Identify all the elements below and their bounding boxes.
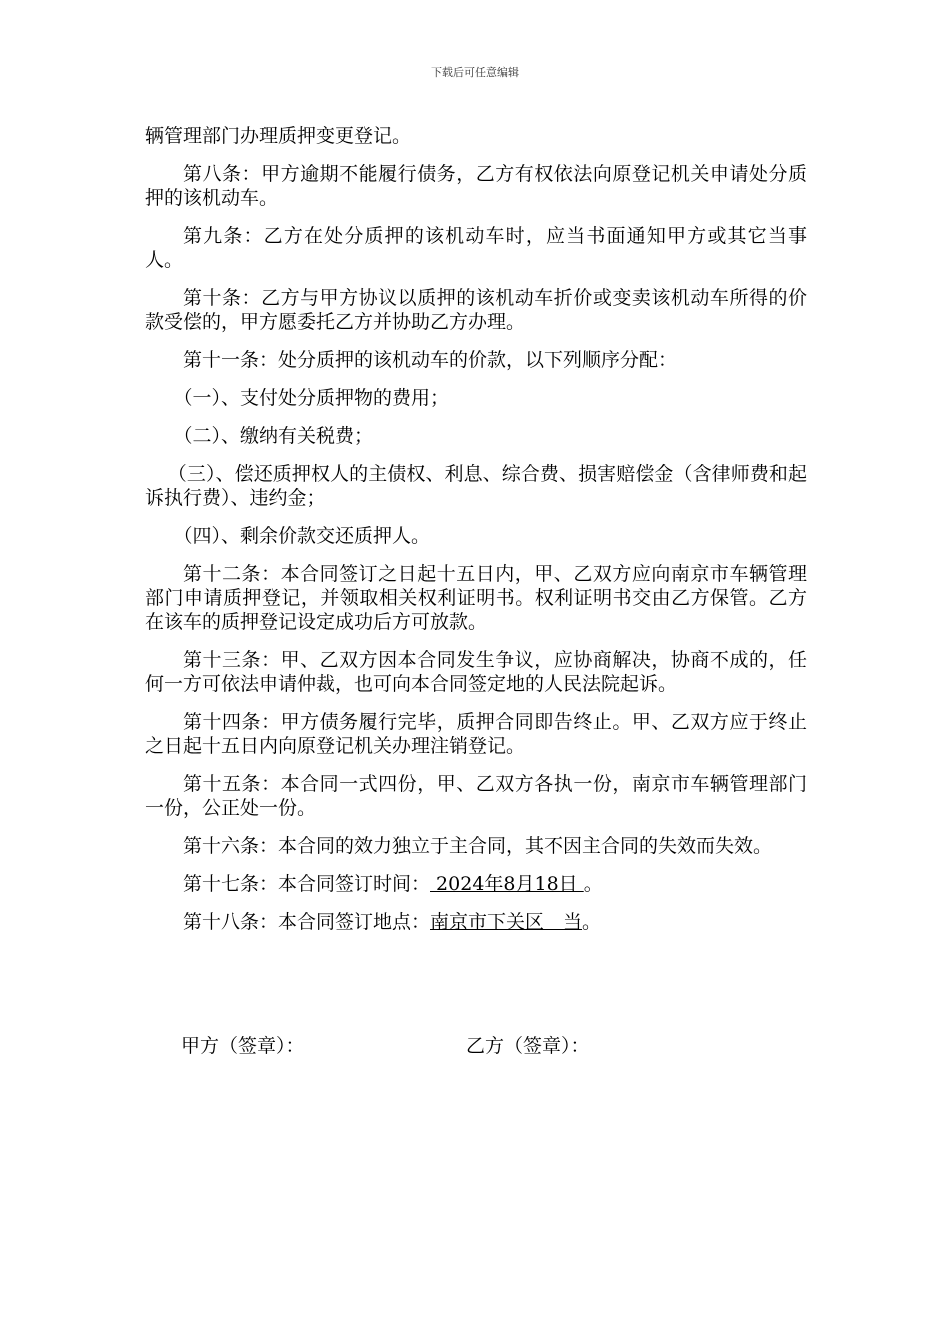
contract-body [145, 124, 807, 948]
article-8: 第八条：甲方逾期不能履行债务，乙方有权依法向原登记机关申请处分质押的该机动车。 [145, 163, 807, 209]
article-16: 第十六条：本合同的效力独立于主合同，其不因主合同的失效而失效。 [183, 835, 773, 857]
list-item-1: （一）、支付处分质押物的费用； [173, 387, 450, 409]
article-18-suffix: 。 [582, 911, 602, 933]
party-b-signature-label: 乙方（签章）： [466, 1035, 590, 1057]
article-18-prefix: 第十八条：本合同签订地点： [183, 911, 431, 933]
article-11: 第十一条：处分质押的该机动车的价款，以下列顺序分配： [183, 349, 678, 371]
article-9: 第九条：乙方在处分质押的该机动车时，应当书面通知甲方或其它当事人。 [145, 225, 807, 271]
party-a-signature-label: 甲方（签章）： [181, 1035, 305, 1057]
article-13: 第十三条：甲、乙双方因本合同发生争议，应协商解决，协商不成的，任何一方可依法申请仲裁，也可向本合同签定地的人民法院起诉。 [145, 649, 807, 695]
list-item-2: （二）、缴纳有关税费； [173, 425, 374, 447]
list-item-3: （三）、偿还质押权人的主债权、利息、综合费、损害赔偿金（含律师费和起诉执行费）、违约金； [145, 463, 807, 509]
signing-date: 2024年8月18日 [430, 873, 584, 895]
article-17-prefix: 第十七条：本合同签订时间： [183, 873, 431, 895]
page-header-note: 下载后可任意编辑 [431, 66, 519, 79]
article-12: 第十二条：本合同签订之日起十五日内，甲、乙双方应向南京市车辆管理部门申请质押登记，并领取相关权利证明书。权利证明书交由乙方保管。乙方在该车的质押登记设定成功后方可放款。 [145, 563, 807, 633]
list-item-4: （四）、剩余价款交还质押人。 [173, 525, 431, 547]
paragraph-continuation: 辆管理部门办理质押变更登记。 [145, 125, 412, 147]
article-15: 第十五条：本合同一式四份，甲、乙双方各执一份，南京市车辆管理部门一份，公正处一份。 [145, 773, 807, 819]
article-17 [145, 872, 807, 896]
article-17-suffix: 。 [583, 873, 603, 895]
signing-place: 南京市下关区 当 [430, 911, 583, 933]
article-14: 第十四条：甲方债务履行完毕，质押合同即告终止。甲、乙双方应于终止之日起十五日内向原登记机关办理注销登记。 [145, 711, 807, 757]
article-10: 第十条：乙方与甲方协议以质押的该机动车折价或变卖该机动车所得的价款受偿的，甲方愿委托乙方并协助乙方办理。 [145, 287, 807, 333]
article-18 [145, 910, 807, 934]
